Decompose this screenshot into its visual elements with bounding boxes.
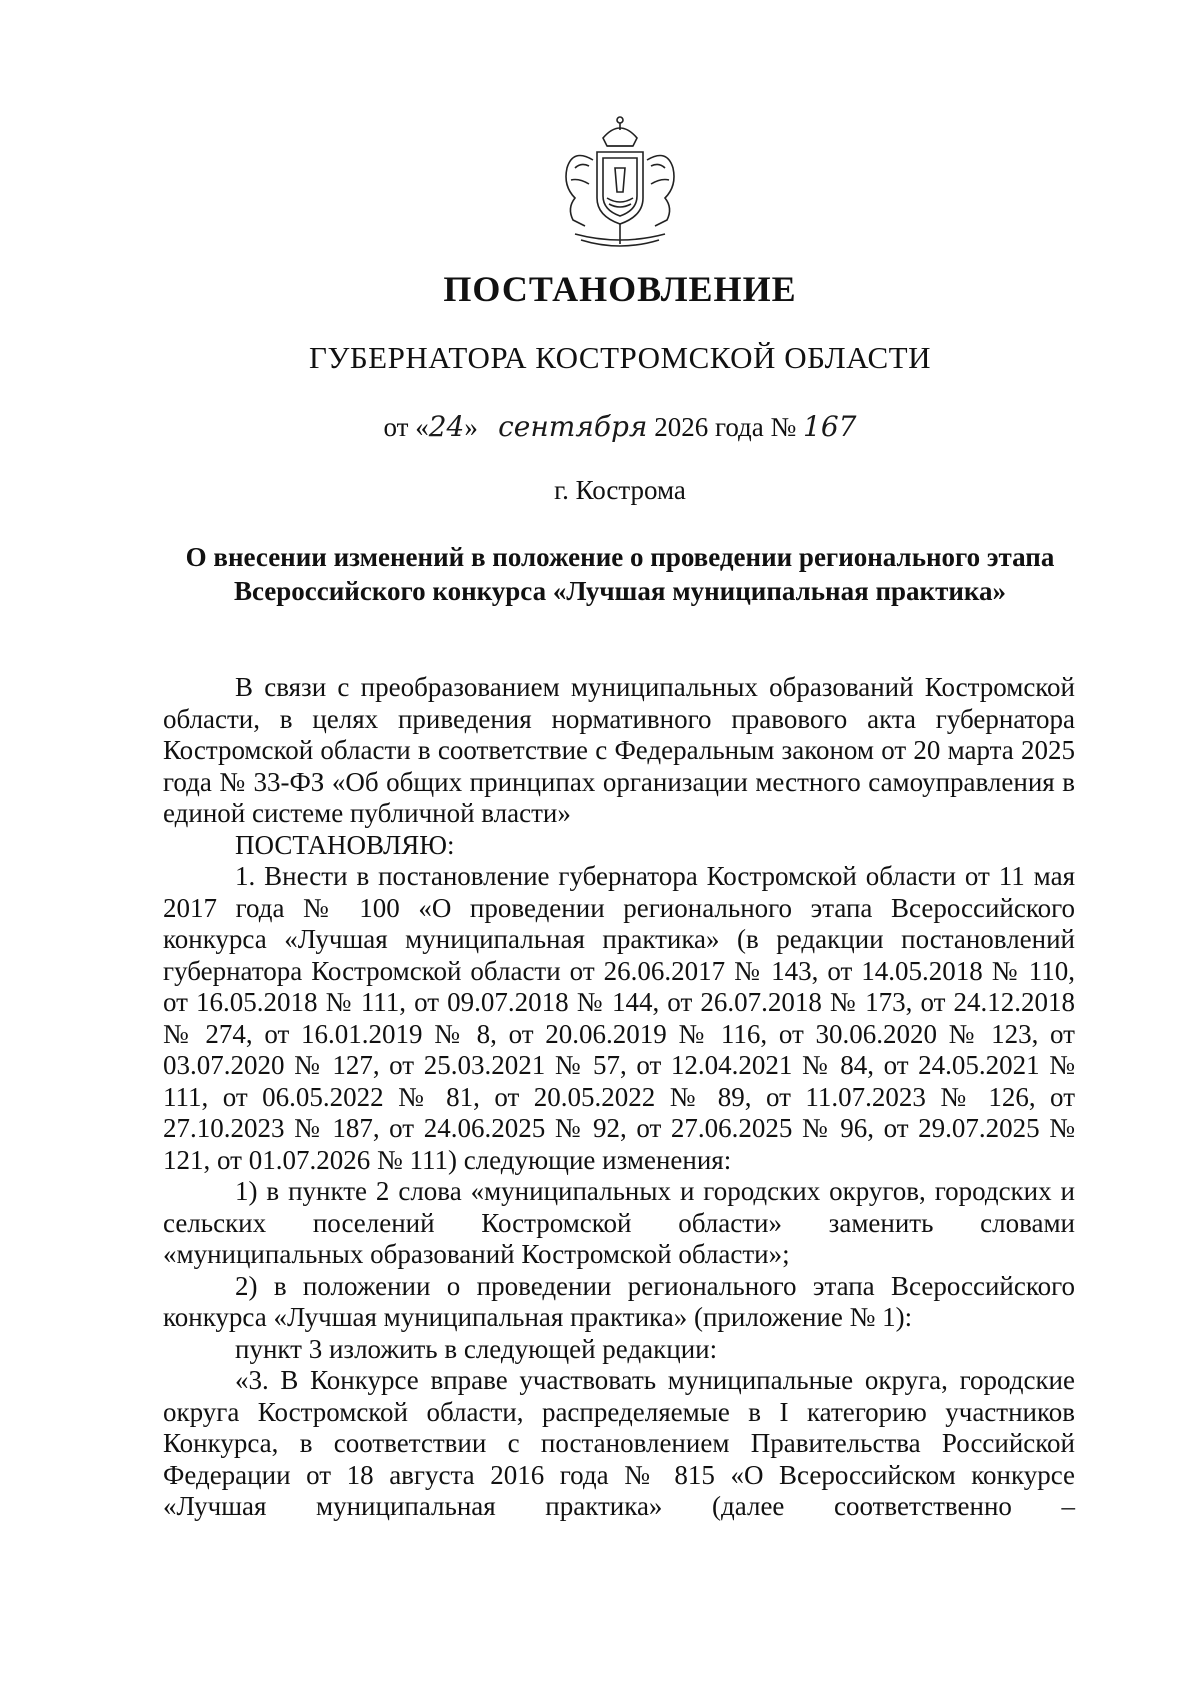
document-title bbox=[0, 540, 1200, 608]
issuer-heading: ГУБЕРНАТОРА КОСТРОМСКОЙ ОБЛАСТИ bbox=[309, 340, 931, 375]
document-body bbox=[163, 672, 1075, 1523]
date-mid: » bbox=[464, 412, 478, 442]
coat-of-arms-emblem bbox=[545, 108, 695, 258]
title-line-2: Всероссийского конкурса «Лучшая муниципальная практика» bbox=[233, 576, 1007, 606]
handwritten-number: 167 bbox=[803, 410, 857, 443]
city-line: г. Кострома bbox=[554, 475, 686, 505]
paragraph-subitem-1: 1) в пункте 2 слова «муниципальных и городских округов, городских и сельских поселений Костромской области» заменить словами «муниципальных образований Костромской области»; bbox=[163, 1176, 1075, 1269]
resolve-word: ПОСТАНОВЛЯЮ: bbox=[235, 829, 455, 860]
handwritten-month: сентября bbox=[498, 410, 648, 443]
preamble-paragraph: В связи с преобразованием муниципальных образований Костромской области, в целях приведения нормативного правового акта губернатора Костромской области в соответствие с Федеральным законом от 20 марта 2025 года № 33-ФЗ «Об общих принципах организации местного самоуправления в единой системе публичной власти» bbox=[163, 672, 1075, 828]
handwritten-day: 24 bbox=[428, 410, 465, 443]
date-line bbox=[0, 410, 1200, 443]
paragraph-item-1: 1. Внести в постановление губернатора Костромской области от 11 мая 2017 года № 100 «О проведении регионального этапа Всероссийского конкурса «Лучшая муниципальная практика» (в редакции постановлений губернатора Костромской области от 26.06.2017 № 143, от 14.05.2018 № 110, от 16.05.2018 № 111, от 09.07.2018 № 144, от 26.07.2018 № 173, от 24.12.2018 № 274, от 16.01.2019 № 8, от 20.06.2019 № 116, от 30.06.2020 № 123, от 03.07.2020 № 127, от 25.03.2021 № 57, от 12.04.2021 № 84, от 24.05.2021 № 111, от 06.05.2022 № 81, от 20.05.2022 № 89, от 11.07.2023 № 126, от 27.10.2023 № 187, от 24.06.2025 № 92, от 27.06.2025 № 96, от 29.07.2025 № 121, от 01.07.2026 № 111) следующие изменения: bbox=[163, 861, 1075, 1175]
document-type-heading: ПОСТАНОВЛЕНИЕ bbox=[443, 269, 797, 309]
paragraph-subitem-2: 2) в положении о проведении регионального этапа Всероссийского конкурса «Лучшая муниципальная практика» (приложение № 1): bbox=[163, 1270, 1075, 1332]
paragraph-clause-3-text: «3. В Конкурсе вправе участвовать муниципальные округа, городские округа Костромской области, распределяемые в I категорию участников Конкурса, в соответствии с постановлением Правительства Российской Федерации от 18 августа 2016 года № 815 «О Всероссийском конкурсе «Лучшая муниципальная практика» (далее соответственно – bbox=[163, 1365, 1075, 1521]
date-prefix: от « bbox=[383, 412, 429, 442]
date-year: 2026 года № bbox=[654, 412, 797, 442]
paragraph-clause-3-intro: пункт 3 изложить в следующей редакции: bbox=[235, 1333, 718, 1364]
title-line-1: О внесении изменений в положение о проведении регионального этапа bbox=[185, 542, 1055, 572]
